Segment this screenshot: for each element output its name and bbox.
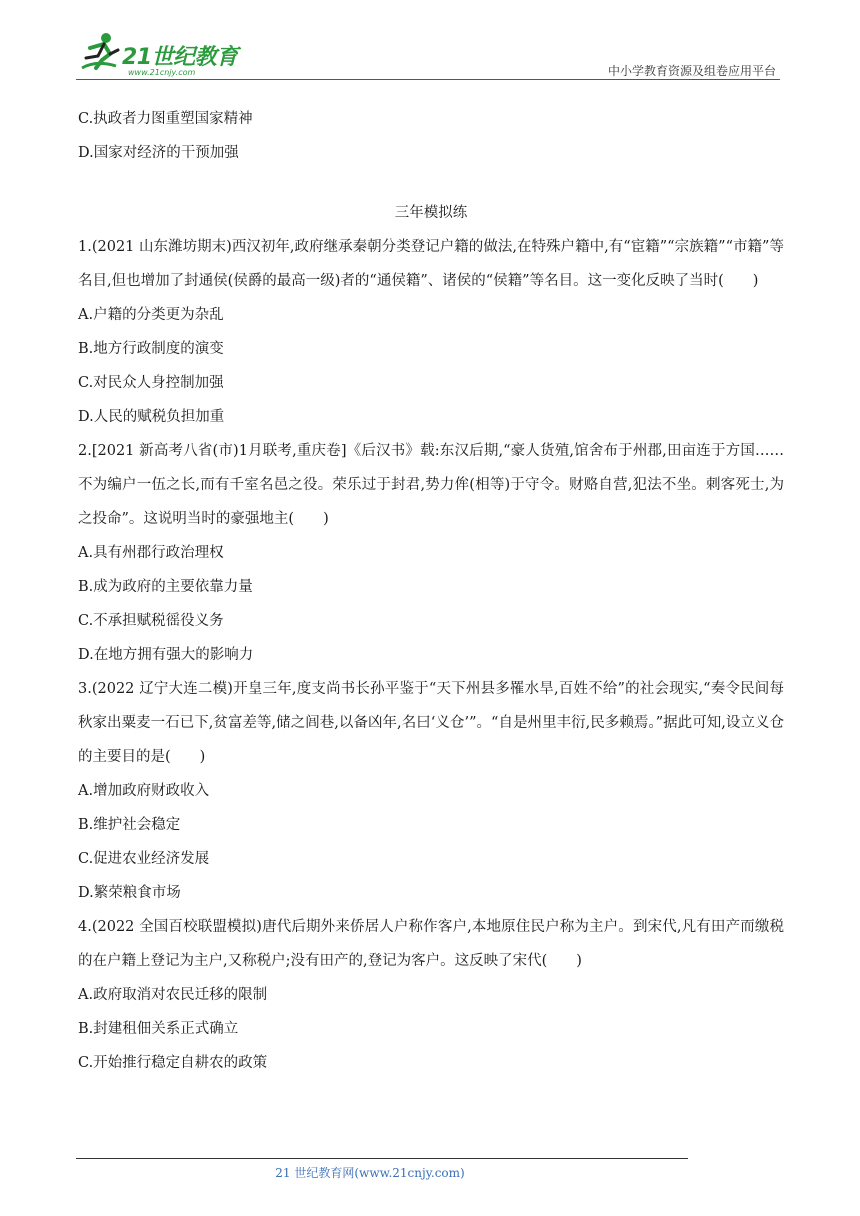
runner-logo-icon: [76, 30, 124, 76]
document-body: [78, 108, 784, 1086]
question-2: [78, 434, 784, 666]
question-4: [78, 910, 784, 1074]
option-a: A.具有州郡行政治理权: [78, 545, 224, 561]
option-b: B.成为政府的主要依靠力量: [78, 579, 253, 595]
prev-option-d: D.国家对经济的干预加强: [78, 145, 239, 161]
page-header: [0, 0, 860, 82]
footer-divider: [76, 1158, 688, 1159]
option-a: A.户籍的分类更为杂乱: [78, 307, 224, 323]
header-divider: [76, 79, 780, 80]
option-d: D.繁荣粮食市场: [78, 885, 181, 901]
option-a: A.政府取消对农民迁移的限制: [78, 987, 268, 1003]
option-c: C.开始推行稳定自耕农的政策: [78, 1055, 268, 1071]
question-1: [78, 230, 784, 428]
option-b: B.封建租佃关系正式确立: [78, 1021, 239, 1037]
option-d: D.在地方拥有强大的影响力: [78, 647, 254, 663]
option-d: D.人民的赋税负担加重: [78, 409, 225, 425]
option-c: C.不承担赋税徭役义务: [78, 613, 224, 629]
question-stem: 2.[2021 新高考八省(市)1月联考,重庆卷]《后汉书》载:东汉后期,“豪人货殖,馆舍布于州郡,田亩连于方国……不为编户一伍之长,而有千室名邑之役。荣乐过于封君,势力侔(相等)于守令。财赂自营,犯法不坐。刺客死士,为之投命”。这说明当时的豪强地主( ): [78, 443, 784, 527]
prev-option-c: C.执政者力图重塑国家精神: [78, 111, 253, 127]
question-stem: 3.(2022 辽宁大连二模)开皇三年,度支尚书长孙平鉴于“天下州县多罹水旱,百姓不给”的社会现实,“奏令民间每秋家出粟麦一石已下,贫富差等,储之闾巷,以备凶年,名曰‘义仓’”。“自是州里丰衍,民多赖焉。”据此可知,设立义仓的主要目的是( ): [78, 681, 784, 765]
logo-text: 21世纪教育: [122, 45, 238, 70]
question-stem: 4.(2022 全国百校联盟模拟)唐代后期外来侨居人户称作客户,本地原住民户称为主户。到宋代,凡有田产而缴税的在户籍上登记为主户,又称税户;没有田产的,登记为客户。这反映了宋代( ): [78, 919, 784, 969]
option-a: A.增加政府财政收入: [78, 783, 210, 799]
page-footer: [0, 1164, 860, 1181]
question-stem: 1.(2021 山东潍坊期末)西汉初年,政府继承秦朝分类登记户籍的做法,在特殊户籍中,有“宦籍”“宗族籍”“市籍”等名目,但也增加了封通侯(侯爵的最高一级)者的“通侯籍”、诸侯的“侯籍”等名目。这一变化反映了当时( ): [78, 239, 784, 289]
option-b: B.地方行政制度的演变: [78, 341, 224, 357]
platform-label: 中小学教育资源及组卷应用平台: [607, 64, 776, 78]
question-3: [78, 672, 784, 904]
option-b: B.维护社会稳定: [78, 817, 181, 833]
option-c: C.对民众人身控制加强: [78, 375, 224, 391]
site-logo[interactable]: [76, 30, 276, 80]
footer-link[interactable]: 21 世纪教育网(www.21cnjy.com): [275, 1166, 465, 1180]
section-title: 三年模拟练: [394, 205, 468, 221]
option-c: C.促进农业经济发展: [78, 851, 210, 867]
logo-subtext: www.21cnjy.com: [128, 68, 196, 77]
